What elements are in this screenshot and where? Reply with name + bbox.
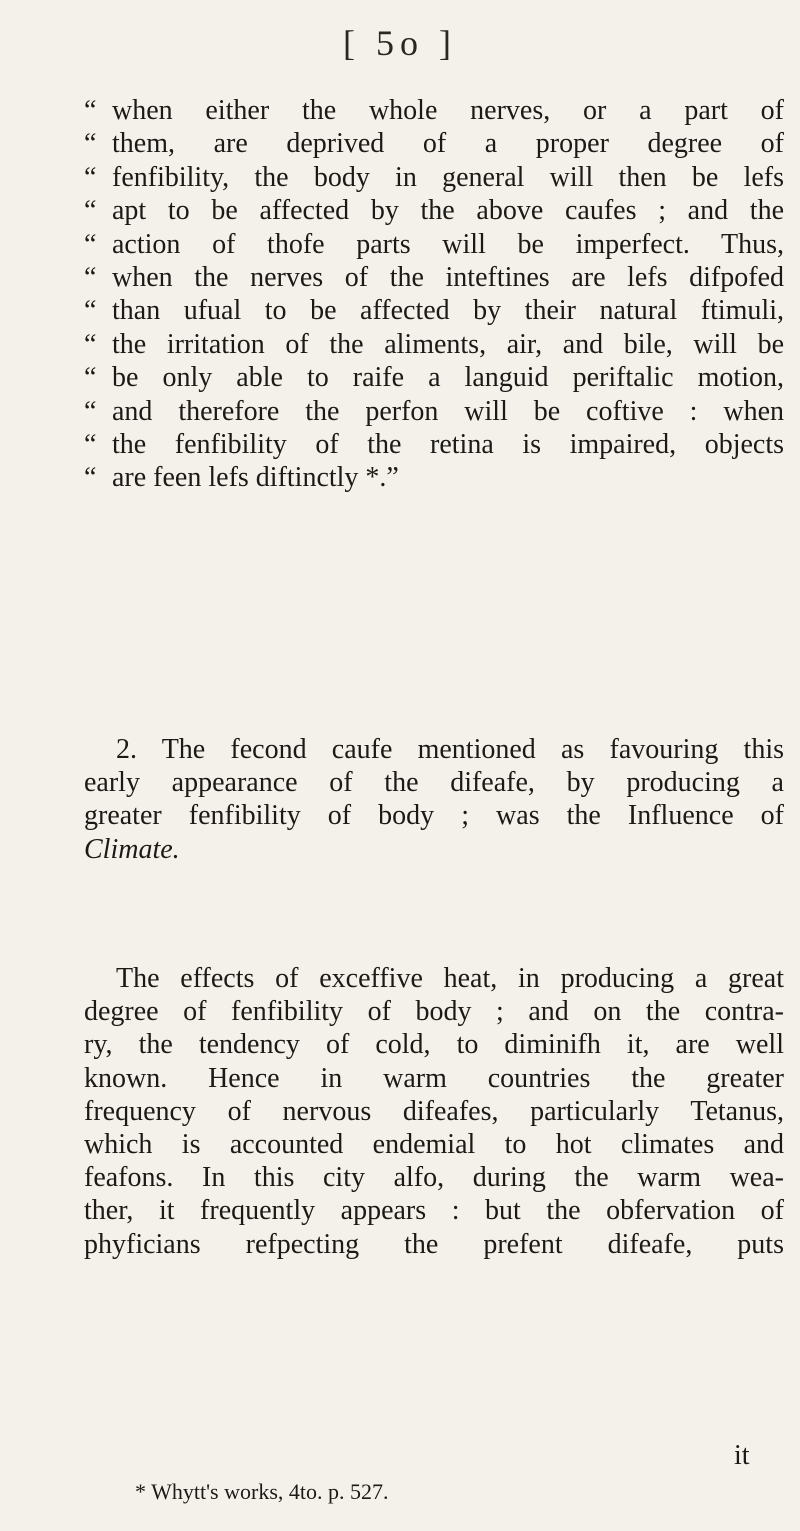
quote-line bbox=[84, 461, 784, 494]
quote-line bbox=[84, 94, 784, 127]
quote-line-text: be only able to raife a languid periftalic motion, bbox=[112, 362, 784, 394]
quote-line-text: the irritation of the aliments, air, and bile, will be bbox=[112, 328, 784, 360]
quote-mark: “ bbox=[84, 195, 97, 227]
quote-mark: “ bbox=[84, 128, 97, 160]
paragraph-line: 2. The fecond caufe mentioned as favouring this bbox=[116, 734, 784, 765]
quote-line bbox=[84, 294, 784, 327]
paragraph-line: greater fenfibility of body ; was the Influence of bbox=[84, 800, 784, 832]
quote-line bbox=[84, 428, 784, 461]
quote-mark: “ bbox=[84, 228, 97, 260]
paragraph-climate-cause bbox=[84, 733, 784, 866]
quote-line-text: and therefore the perfon will be coftive : when bbox=[112, 395, 784, 427]
quote-line bbox=[84, 395, 784, 428]
quote-line-text: action of thofe parts will be imperfect. Thus, bbox=[112, 228, 784, 260]
paragraph-line: which is accounted endemial to hot climates and bbox=[84, 1128, 784, 1160]
quote-line-text: when the nerves of the inteftines are lefs difpofed bbox=[112, 261, 784, 293]
paragraph-line: degree of fenfibility of body ; and on the contra- bbox=[84, 996, 784, 1028]
quote-line-text: when either the whole nerves, or a part of bbox=[112, 95, 784, 126]
quote-line bbox=[84, 261, 784, 294]
quoted-passage bbox=[84, 94, 784, 495]
quote-line-text: apt to be affected by the above caufes ; and the bbox=[112, 195, 784, 227]
quote-line bbox=[84, 328, 784, 361]
quote-line bbox=[84, 194, 784, 227]
quote-line-text: fenfibility, the body in general will then be lefs bbox=[112, 161, 784, 193]
quote-mark: “ bbox=[84, 95, 97, 126]
quote-line bbox=[84, 127, 784, 160]
quote-mark: “ bbox=[84, 328, 97, 360]
quote-mark: “ bbox=[84, 261, 97, 293]
paragraph-line: early appearance of the difeafe, by producing a bbox=[84, 767, 784, 799]
paragraph-line: known. Hence in warm countries the greater bbox=[84, 1062, 784, 1094]
quote-line-text: than ufual to be affected by their natural ftimuli, bbox=[112, 295, 784, 327]
paragraph-line: feafons. In this city alfo, during the warm wea- bbox=[84, 1162, 784, 1194]
quote-mark: “ bbox=[84, 362, 97, 394]
quote-line-text: them, are deprived of a proper degree of bbox=[112, 128, 784, 160]
page-number-header: [ 5o ] bbox=[343, 23, 457, 63]
paragraph-line: The effects of exceffive heat, in producing a great bbox=[116, 963, 784, 994]
paragraph-line: ry, the tendency of cold, to diminifh it, are well bbox=[84, 1029, 784, 1061]
paragraph-line: ther, it frequently appears : but the obfervation of bbox=[84, 1195, 784, 1227]
footnote: * Whytt's works, 4to. p. 527. bbox=[135, 1479, 389, 1504]
quote-line bbox=[84, 161, 784, 194]
quote-mark: “ bbox=[84, 428, 97, 460]
paragraph-line: Climate. bbox=[84, 833, 180, 865]
catchword: it bbox=[734, 1440, 750, 1471]
paragraph-effects-of-heat bbox=[84, 962, 784, 1261]
quote-line bbox=[84, 361, 784, 394]
quote-mark: “ bbox=[84, 161, 97, 193]
paragraph-line: frequency of nervous difeafes, particularly Tetanus, bbox=[84, 1095, 784, 1127]
quote-line-text: the fenfibility of the retina is impaired, objects bbox=[112, 428, 784, 460]
quote-line-text: are feen lefs diftinctly *.” bbox=[112, 462, 399, 494]
quote-mark: “ bbox=[84, 462, 97, 494]
paragraph-line: phyficians refpecting the prefent difeafe, puts bbox=[84, 1228, 784, 1260]
quote-mark: “ bbox=[84, 295, 97, 327]
quote-line bbox=[84, 228, 784, 261]
quote-mark: “ bbox=[84, 395, 97, 427]
